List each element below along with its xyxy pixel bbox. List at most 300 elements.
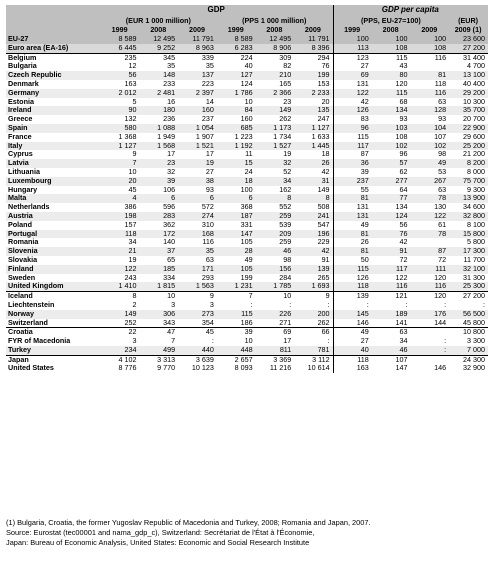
value-cell: 28: [217, 247, 256, 256]
value-cell: 7: [217, 292, 256, 301]
table-row: [6, 337, 488, 346]
value-cell: 146: [333, 319, 372, 328]
value-cell: 35 700: [449, 106, 488, 115]
value-cell: 36: [333, 159, 372, 168]
value-cell: 293: [201, 273, 214, 282]
value-cell: 50: [333, 256, 372, 265]
value-cell: [410, 328, 449, 337]
value-cell: 1 734: [273, 132, 292, 141]
value-cell: 198: [101, 212, 140, 221]
value-cell: 32 800: [449, 212, 488, 221]
country-name: Belgium: [6, 53, 101, 62]
value-cell: 45 800: [463, 318, 485, 327]
value-cell: 148: [139, 71, 178, 80]
value-cell: 259: [279, 238, 292, 247]
unit-pps-index: (PPS, EU-27=100): [333, 16, 449, 26]
value-cell: 3: [171, 300, 176, 309]
value-cell: 199: [240, 273, 253, 282]
value-cell: 25 300: [449, 282, 488, 291]
value-cell: 4: [101, 194, 140, 203]
value-cell: 69: [333, 71, 372, 80]
value-cell: :: [405, 300, 408, 309]
gdp-table: [6, 5, 488, 373]
country-name: Netherlands: [8, 203, 50, 212]
value-cell: 29 200: [449, 89, 488, 98]
value-cell: 1 633: [311, 132, 330, 141]
value-cell: 189: [372, 310, 411, 319]
value-cell: 14: [205, 97, 214, 106]
table-row: [6, 133, 488, 142]
value-cell: 147: [395, 364, 408, 373]
value-cell: 2 657: [217, 355, 256, 364]
table-row: [6, 221, 488, 230]
table-row: [6, 328, 488, 337]
country-name: Switzerland: [8, 318, 48, 327]
value-cell: 283: [139, 212, 178, 221]
value-cell: 23 600: [449, 35, 488, 44]
table-row: [6, 203, 488, 212]
unit-pps-million: (PPS 1 000 million): [217, 16, 333, 26]
value-cell: 17 300: [449, 247, 488, 256]
country-name: Sweden: [8, 273, 36, 282]
value-cell: 43: [399, 62, 408, 71]
value-cell: 126: [333, 106, 372, 115]
value-cell: 386: [124, 203, 137, 212]
value-cell: 339: [178, 53, 217, 62]
table-row: [6, 274, 488, 283]
value-cell: :: [410, 346, 449, 355]
value-cell: 40: [333, 346, 372, 355]
value-cell: 149: [256, 106, 295, 115]
country-name: Greece: [8, 115, 33, 124]
table-row: [6, 364, 488, 373]
value-cell: 12: [128, 62, 137, 71]
value-cell: 3: [209, 300, 214, 309]
value-cell: 209: [256, 230, 295, 239]
value-cell: 13 900: [449, 194, 488, 203]
unit-eur: (EUR): [449, 16, 488, 26]
value-cell: 31: [294, 177, 333, 186]
value-cell: 75 700: [449, 177, 488, 186]
value-cell: 39: [139, 177, 178, 186]
year-header: 2008: [372, 26, 411, 35]
value-cell: 25 200: [449, 142, 488, 151]
value-cell: 46: [372, 346, 411, 355]
value-cell: 45: [178, 328, 217, 337]
year-header: 2009: [294, 26, 333, 35]
year-header: 2009 (1): [449, 26, 488, 35]
value-cell: 63: [438, 185, 447, 194]
value-cell: 57: [372, 159, 411, 168]
value-cell: 580: [101, 124, 140, 133]
value-cell: 265: [317, 273, 330, 282]
year-header: 1999: [217, 26, 256, 35]
value-cell: 306: [139, 310, 178, 319]
value-cell: 1 054: [178, 124, 217, 133]
table-row: [6, 256, 488, 265]
value-cell: :: [444, 337, 447, 346]
value-cell: 108: [372, 44, 411, 53]
value-cell: 362: [163, 220, 176, 229]
table-row: [6, 247, 488, 256]
footnote-source: Source: Eurostat (tec00001 and nama_gdp_c), Switzerland: Secrétariat de l'État à l'Économie,: [6, 528, 315, 537]
value-cell: 11 700: [463, 255, 485, 264]
value-cell: 35: [178, 247, 217, 256]
country-name: Bulgaria: [8, 62, 37, 71]
value-cell: :: [483, 300, 485, 309]
value-cell: 172: [139, 230, 178, 239]
value-cell: 10: [244, 337, 253, 346]
value-cell: 80: [372, 71, 411, 80]
value-cell: 2 481: [139, 89, 178, 98]
value-cell: [410, 62, 449, 71]
table-row: [6, 346, 488, 355]
value-cell: 3 369: [256, 355, 295, 364]
value-cell: 107: [434, 132, 447, 141]
value-cell: 237: [201, 115, 214, 124]
value-cell: 118: [101, 230, 140, 239]
year-header: 1999: [333, 26, 372, 35]
value-cell: 81: [410, 71, 449, 80]
value-cell: 267: [410, 177, 449, 186]
value-cell: 162: [279, 185, 292, 194]
table-row: [6, 80, 488, 89]
value-cell: 123: [333, 53, 372, 62]
country-name: Cyprus: [8, 150, 33, 159]
value-cell: 31 300: [463, 273, 485, 282]
value-cell: 26: [333, 238, 372, 247]
value-cell: :: [250, 300, 253, 309]
value-cell: 134: [372, 106, 411, 115]
value-cell: 180: [139, 106, 178, 115]
value-cell: 87: [333, 150, 372, 159]
value-cell: 27: [205, 167, 214, 176]
value-cell: 176: [410, 310, 449, 319]
value-cell: 42: [399, 238, 408, 247]
value-cell: 6 445: [101, 44, 140, 53]
value-cell: 105: [217, 265, 256, 274]
value-cell: 64: [399, 185, 408, 194]
value-cell: 32 900: [463, 364, 485, 373]
value-cell: 21: [101, 247, 140, 256]
value-cell: 100: [333, 35, 372, 44]
value-cell: 12 495: [256, 35, 295, 44]
value-cell: 168: [178, 230, 217, 239]
value-cell: 37: [139, 247, 178, 256]
value-cell: 1 192: [217, 142, 256, 151]
value-cell: 140: [163, 238, 176, 247]
value-cell: 237: [333, 177, 372, 186]
value-cell: 8 776: [118, 364, 137, 373]
value-cell: 39: [333, 168, 372, 177]
table-row: [6, 212, 488, 221]
value-cell: 26: [294, 159, 333, 168]
value-cell: 56: [101, 71, 140, 80]
value-cell: 6: [217, 194, 256, 203]
value-cell: 93: [399, 115, 408, 124]
value-cell: 448: [217, 346, 256, 355]
value-cell: 210: [256, 71, 295, 80]
value-cell: 27 200: [449, 44, 488, 53]
value-cell: 274: [178, 212, 217, 221]
value-cell: 147: [217, 230, 256, 239]
value-cell: 137: [178, 71, 217, 80]
value-cell: 334: [163, 273, 176, 282]
value-cell: 100: [410, 35, 449, 44]
value-cell: 3 112: [294, 355, 333, 364]
value-cell: 259: [256, 212, 295, 221]
value-cell: 40: [244, 62, 253, 71]
value-cell: 130: [434, 203, 447, 212]
value-cell: 38: [178, 177, 217, 186]
value-cell: 34 600: [463, 203, 485, 212]
table-row: [6, 319, 488, 328]
value-cell: 124: [372, 212, 411, 221]
value-cell: 8: [101, 292, 140, 301]
table-row: [6, 194, 488, 203]
value-cell: 1 223: [234, 132, 253, 141]
country-name: United Kingdom: [6, 282, 101, 291]
value-cell: 90: [101, 106, 140, 115]
value-cell: 165: [279, 79, 292, 88]
value-cell: 116: [410, 89, 449, 98]
value-cell: 116: [202, 238, 214, 247]
value-cell: 139: [333, 292, 372, 301]
value-cell: 49: [333, 328, 372, 337]
country-name: Czech Republic: [6, 71, 101, 80]
value-cell: 107: [372, 355, 411, 364]
value-cell: 8 589: [217, 35, 256, 44]
value-cell: 440: [178, 346, 217, 355]
value-cell: 1 785: [256, 282, 295, 291]
value-cell: 103: [372, 124, 411, 133]
value-cell: 17: [205, 150, 214, 159]
value-cell: 84: [217, 106, 256, 115]
value-cell: 596: [163, 203, 176, 212]
value-cell: 2 233: [294, 89, 333, 98]
value-cell: 116: [372, 282, 411, 291]
value-cell: 118: [333, 355, 372, 364]
value-cell: 23: [283, 97, 292, 106]
value-cell: 131: [333, 80, 372, 89]
value-cell: 24 300: [449, 355, 488, 364]
value-cell: 10: [256, 292, 295, 301]
value-cell: 1 521: [178, 142, 217, 151]
value-cell: 23: [139, 159, 178, 168]
value-cell: 27: [333, 62, 372, 71]
country-name: Ireland: [6, 106, 101, 115]
value-cell: 11 791: [294, 35, 333, 44]
country-name: Turkey: [6, 346, 101, 355]
value-cell: 113: [333, 44, 372, 53]
value-cell: 7: [101, 159, 140, 168]
year-header: 2009: [178, 26, 217, 35]
value-cell: 18: [217, 177, 256, 186]
value-cell: 10: [139, 292, 178, 301]
value-cell: 10: [244, 97, 253, 106]
country-name: Malta: [6, 194, 101, 203]
table-row: [6, 301, 488, 310]
value-cell: 128: [410, 106, 449, 115]
value-cell: 539: [279, 220, 292, 229]
value-cell: 29 600: [463, 132, 485, 141]
value-cell: 93: [438, 115, 447, 124]
table-row: [6, 35, 488, 44]
value-cell: 271: [279, 318, 292, 327]
value-cell: 685: [217, 124, 256, 133]
country-name: France: [8, 132, 32, 141]
value-cell: 35: [167, 62, 176, 71]
value-cell: :: [444, 300, 447, 309]
value-cell: 811: [256, 346, 295, 355]
table-row: [6, 282, 488, 291]
value-cell: 1 786: [217, 89, 256, 98]
value-cell: [410, 238, 449, 247]
value-cell: 200: [294, 310, 333, 319]
value-cell: 131: [333, 203, 372, 212]
table-row: [6, 238, 488, 247]
value-cell: 9: [178, 292, 217, 301]
value-cell: :: [211, 337, 214, 346]
value-cell: 19: [178, 159, 217, 168]
value-cell: 91: [372, 247, 411, 256]
value-cell: 22: [101, 328, 140, 337]
value-cell: 10 123: [191, 364, 214, 373]
value-cell: 62: [399, 167, 408, 176]
value-cell: 9: [294, 292, 333, 301]
value-cell: 8 963: [178, 44, 217, 53]
value-cell: 3: [132, 337, 137, 346]
value-cell: 163: [333, 364, 372, 373]
value-cell: 56: [399, 220, 408, 229]
header-row-units: [6, 16, 488, 26]
header-row-years: [6, 26, 488, 35]
value-cell: 47: [139, 328, 178, 337]
value-cell: 34: [128, 238, 137, 247]
country-name: Iceland: [6, 292, 101, 301]
value-cell: 146: [434, 364, 447, 373]
value-cell: 45: [128, 185, 137, 194]
value-cell: 160: [240, 115, 253, 124]
value-cell: 52: [283, 167, 292, 176]
value-cell: 10: [128, 167, 137, 176]
value-cell: 149: [101, 310, 140, 319]
value-cell: 1 088: [139, 124, 178, 133]
value-cell: 72: [438, 255, 447, 264]
table-row: [6, 106, 488, 115]
value-cell: 39: [217, 328, 256, 337]
value-cell: [410, 355, 449, 364]
value-cell: 8 093: [234, 364, 253, 373]
value-cell: 135: [294, 106, 333, 115]
value-cell: 354: [201, 318, 214, 327]
value-cell: 49: [410, 159, 449, 168]
gdp-per-capita-header: GDP per capita: [333, 5, 488, 16]
value-cell: 262: [317, 318, 330, 327]
value-cell: 42: [321, 167, 330, 176]
table-row: [6, 124, 488, 133]
value-cell: 235: [101, 53, 140, 62]
value-cell: :: [327, 300, 330, 309]
value-cell: 229: [317, 238, 330, 247]
value-cell: 7: [171, 337, 176, 346]
value-cell: 9 300: [467, 185, 485, 194]
value-cell: 149: [317, 185, 330, 194]
value-cell: 115: [372, 89, 411, 98]
value-cell: 3 639: [178, 355, 217, 364]
value-cell: 24: [244, 167, 253, 176]
table-row: [6, 115, 488, 124]
value-cell: 368: [240, 203, 253, 212]
value-cell: 81: [333, 247, 372, 256]
value-cell: 234: [101, 346, 140, 355]
country-name: Germany: [6, 89, 101, 98]
value-cell: 76: [321, 62, 330, 71]
table-row: [6, 186, 488, 195]
value-cell: 284: [279, 273, 292, 282]
value-cell: 262: [279, 115, 292, 124]
value-cell: 1 815: [139, 282, 178, 291]
value-cell: 105: [240, 238, 253, 247]
value-cell: 8: [256, 194, 295, 203]
value-cell: 78: [410, 194, 449, 203]
value-cell: 120: [434, 273, 447, 282]
footnote-1: (1) Bulgaria, Croatia, the former Yugoslav Republic of Macedonia and Turkey, 2008; Romania and Japan, 2007.: [6, 518, 371, 527]
value-cell: 19: [128, 255, 137, 264]
value-cell: 8 200: [449, 159, 488, 168]
value-cell: 1 693: [294, 282, 333, 291]
value-cell: 68: [399, 97, 408, 106]
country-name: Austria: [6, 212, 101, 221]
value-cell: 42: [333, 98, 372, 107]
value-cell: 243: [124, 273, 137, 282]
table-row: [6, 150, 488, 159]
value-cell: 294: [294, 53, 333, 62]
value-cell: 124: [240, 79, 253, 88]
value-cell: 547: [317, 220, 330, 229]
table-row: [6, 292, 488, 301]
value-cell: 108: [395, 132, 408, 141]
value-cell: 247: [317, 115, 330, 124]
value-cell: 35: [205, 62, 214, 71]
country-name: Romania: [8, 238, 39, 247]
value-cell: 11 791: [178, 35, 217, 44]
value-cell: 100: [240, 185, 253, 194]
value-cell: 31 400: [449, 53, 488, 62]
value-cell: 77: [372, 194, 411, 203]
value-cell: 76: [372, 230, 411, 239]
value-cell: 16: [167, 97, 176, 106]
value-cell: 106: [163, 185, 176, 194]
value-cell: 108: [410, 44, 449, 53]
value-cell: 1 127: [101, 142, 140, 151]
value-cell: 46: [256, 247, 295, 256]
value-cell: 126: [333, 274, 372, 283]
value-cell: 1 127: [294, 124, 333, 133]
value-cell: :: [289, 300, 292, 309]
unit-eur-million: (EUR 1 000 million): [101, 16, 217, 26]
value-cell: 78: [410, 230, 449, 239]
value-cell: 2 012: [101, 89, 140, 98]
value-cell: 96: [333, 124, 372, 133]
value-cell: 17: [283, 337, 292, 346]
value-cell: 10 300: [463, 97, 485, 106]
value-cell: 117: [333, 142, 372, 151]
country-name: Lithuania: [8, 167, 40, 176]
value-cell: 345: [139, 53, 178, 62]
value-cell: 199: [294, 71, 333, 80]
value-cell: 144: [434, 318, 447, 327]
